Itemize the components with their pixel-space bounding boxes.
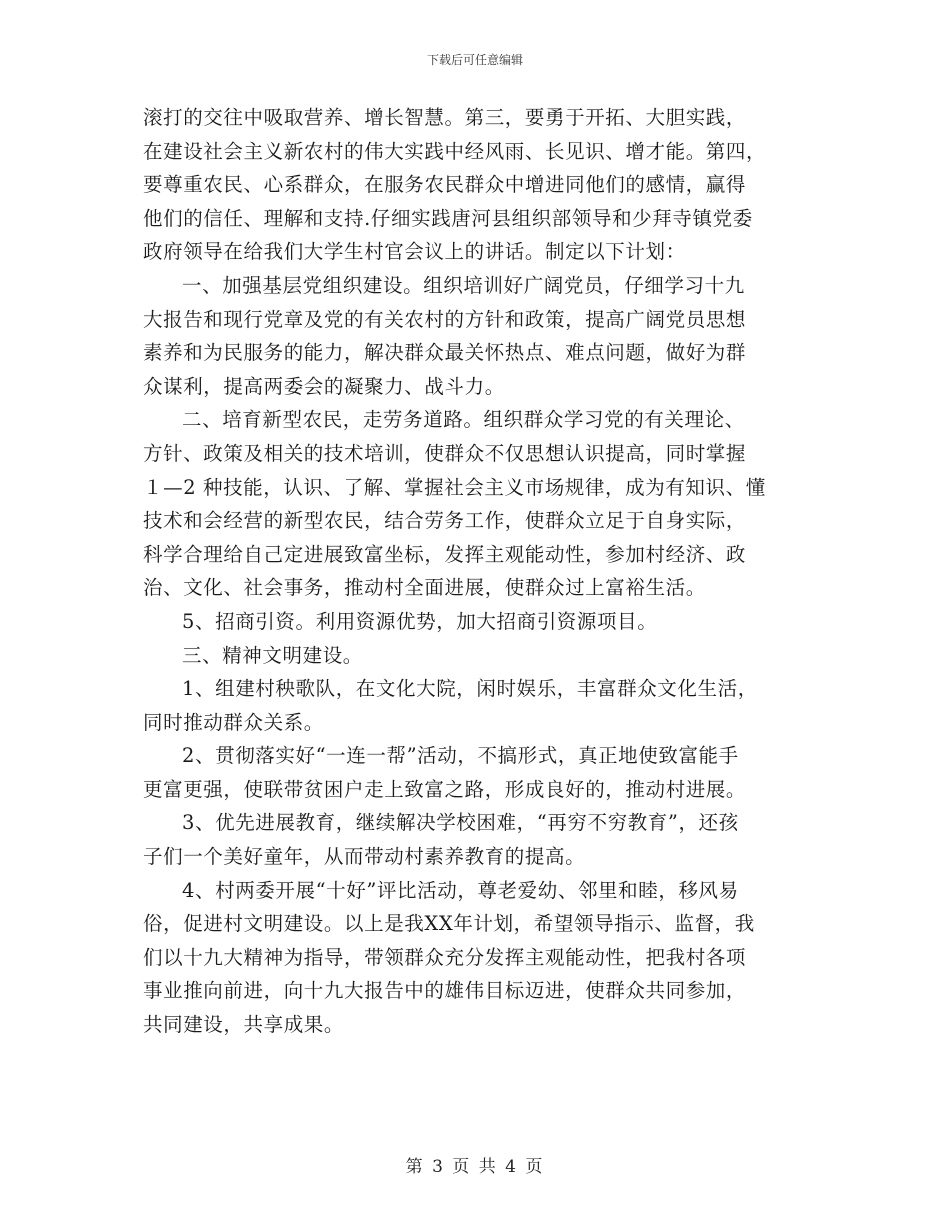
text-line: 俗，促进村文明建设。以上是我XX年计划，希望领导指示、监督，我	[143, 912, 755, 936]
text-line: 二、培育新型农民，走劳务道路。组织群众学习党的有关理论、	[182, 408, 745, 432]
text-line: 3、优先进展教育，继续解决学校困难，“再穷不穷教育”，还孩	[182, 811, 739, 835]
text-line: 们以十九大精神为指导，带领群众充分发挥主观能动性，把我村各项	[143, 945, 747, 969]
text-line: １—2 种技能，认识、了解、掌握社会主义市场规律，成为有知识、懂	[143, 475, 766, 499]
text-line: 滚打的交往中吸取营养、增长智慧。第三，要勇于开拓、大胆实践，	[143, 106, 747, 129]
text-line: 一、加强基层党组织建设。组织培训好广阔党员，仔细学习十九	[182, 273, 745, 297]
text-line: 方针、政策及相关的技术培训，使群众不仅思想认识提高，同时掌握	[143, 441, 747, 465]
text-line: 更富更强，使联带贫困户走上致富之路，形成良好的，推动村进展。	[143, 777, 747, 801]
page-number-footer: 第 3 页 共 4 页	[405, 1157, 545, 1177]
text-line: 他们的信任、理解和支持.仔细实践唐河县组织部领导和少拜寺镇党委	[143, 206, 753, 230]
text-line: 三、精神文明建设。	[182, 643, 363, 667]
text-line: 要尊重农民、心系群众，在服务农民群众中增进同他们的感情，赢得	[143, 173, 747, 197]
text-line: 事业推向前进，向十九大报告中的雄伟目标迈进，使群众共同参加，	[143, 979, 747, 1003]
text-line: 1、组建村秧歌队，在文化大院，闲时娱乐，丰富群众文化生活，	[182, 677, 758, 701]
text-line: 在建设社会主义新农村的伟大实践中经风雨、长见识、增才能。第四，	[143, 139, 767, 163]
text-line: 科学合理给自己定进展致富坐标，发挥主观能动性，参加村经济、政	[143, 542, 747, 566]
text-line: 素养和为民服务的能力，解决群众最关怀热点、难点问题，做好为群	[143, 341, 747, 365]
text-line: 2、贯彻落实好“一连一帮”活动，不搞形式，真正地使致富能手	[182, 744, 739, 768]
text-line: 治、文化、社会事务，推动村全面进展，使群众过上富裕生活。	[143, 576, 706, 600]
text-line: 同时推动群众关系。	[143, 710, 324, 734]
text-line: 大报告和现行党章及党的有关农村的方针和政策，提高广阔党员思想	[143, 307, 747, 331]
text-line: 4、村两委开展“十好”评比活动，尊老爱幼、邻里和睦，移风易	[182, 878, 739, 902]
page-header-note: 下载后可任意编辑	[426, 53, 523, 67]
text-line: 子们一个美好童年，从而带动村素养教育的提高。	[143, 845, 586, 869]
text-line: 技术和会经营的新型农民，结合劳务工作，使群众立足于自身实际，	[143, 509, 747, 533]
text-line: 众谋利，提高两委会的凝聚力、战斗力。	[143, 374, 505, 398]
text-line: 共同建设，共享成果。	[143, 1013, 345, 1037]
document-body	[143, 101, 813, 1042]
text-line: 5、招商引资。利用资源优势，加大招商引资源项目。	[182, 609, 658, 633]
text-line: 政府领导在给我们大学生村官会议上的讲话。制定以下计划：	[143, 240, 686, 264]
